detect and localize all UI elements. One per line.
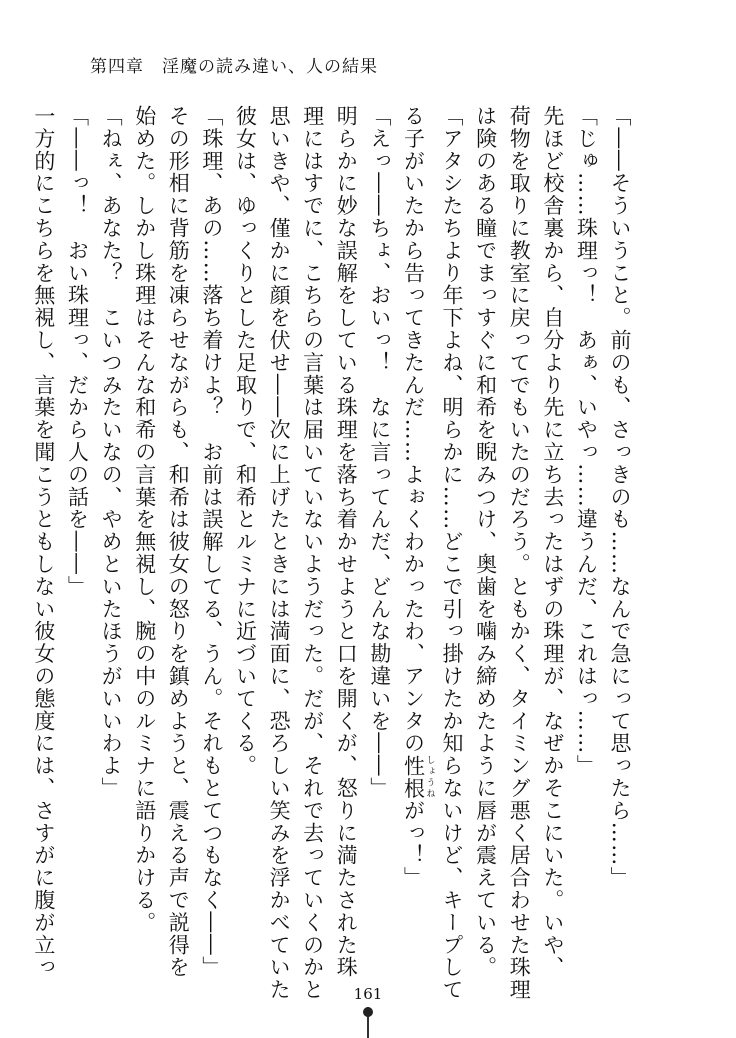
ruby-reading: しょうね	[424, 754, 435, 800]
ruby-word: 性根 しょうね	[401, 754, 435, 800]
text-column: 彼女は、ゆっくりとした足取りで、和希とルミナに近づいてくる。	[233, 105, 258, 777]
text-column: は険のある瞳でまっすぐに和希を睨みつけ、奥歯を噛み締めたように唇が震えている。	[473, 105, 498, 979]
text-column: 荷物を取りに教室に戻ってでもいたのだろう。ともかく、タイミング悪く居合わせた珠理	[507, 105, 532, 1001]
text-column: 「アタシたちより年下よね、明らかに……どこで引っ掛けたか知らないけど、キープして	[440, 105, 465, 1001]
text-column: 一方的にこちらを無視し、言葉を聞こうともしない彼女の態度には、さすがに腹が立っ	[31, 105, 56, 979]
text-column: 思いきや、僅かに顔を伏せ――次に上げたときには満面に、恐ろしい笑みを浮かべていた	[267, 105, 292, 1001]
text-column-with-ruby: る子がいたから告ってきたんだ……よぉくわかったわ、アンタの性根 しょうねがっ！」	[401, 105, 435, 890]
text-column: 明らかに妙な誤解をしている珠理を落ち着かせようと口を開くが、怒りに満たされた珠	[334, 105, 359, 979]
running-header: 第四章 淫魔の読み違い、人の結果	[90, 57, 378, 77]
text-column: 理にはすでに、こちらの言葉は届いていないようだった。だが、それで去っていくのかと	[300, 105, 325, 1001]
page-number: 161	[353, 985, 383, 1003]
text-column: 「えっ――ちょ、おいっ！ なに言ってんだ、どんな勘違いを――」	[367, 105, 392, 800]
text-column: 「――っ！ おい珠理っ、だから人の話を――」	[65, 105, 90, 598]
text-column: その形相に背筋を凍らせながらも、和希は彼女の怒りを鎮めようと、震える声で説得を	[166, 105, 191, 979]
folio-dot-icon	[363, 1007, 373, 1017]
text-column: 「ねぇ、あなた？ こいつみたいなの、やめといたほうがいいわよ」	[99, 105, 124, 800]
text-column: 先ほど校舎裏から、自分より先に立ち去ったはずの珠理が、なぜかそこにいた。いや、	[540, 105, 565, 979]
text-column: 「――そういうこと。前のも、さっきのも……なんで急にって思ったら……」	[608, 105, 632, 889]
text-column: 始めた。しかし珠理はそんな和希の言葉を無視し、腕の中のルミナに語りかける。	[132, 105, 157, 934]
text-column: 「じゅ……珠理っ！ あぁ、いやっ……違うんだ、これはっ……」	[574, 105, 599, 777]
text-column: 「珠理、あの……落ち着けよ？ お前は誤解してる、うん。それもとてつもなく――」	[199, 105, 224, 979]
